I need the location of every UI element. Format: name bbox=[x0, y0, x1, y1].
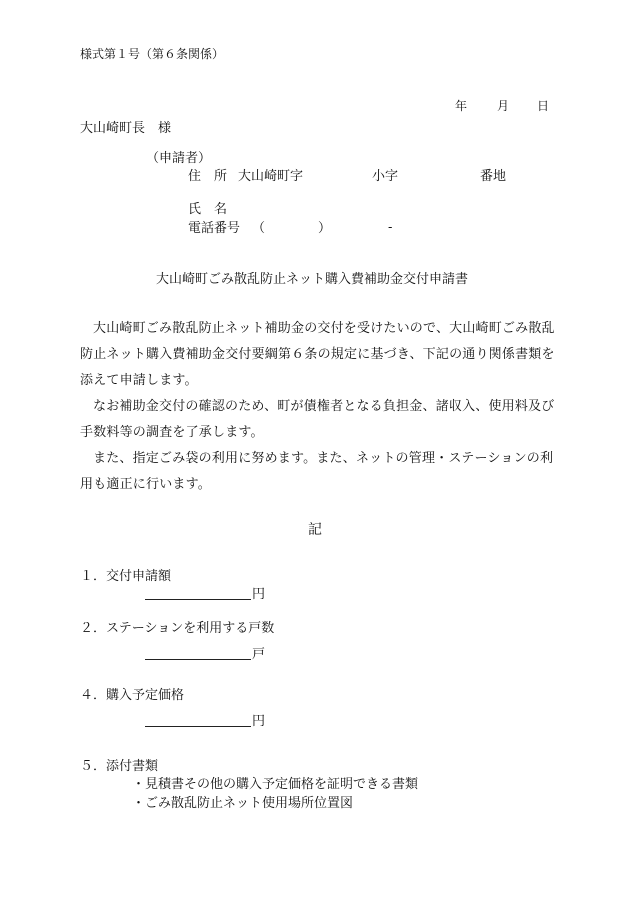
item-households-label: ２．ステーションを利用する戸数 bbox=[80, 621, 275, 636]
phone-label: 電話番号 bbox=[188, 221, 241, 236]
item-households-underline bbox=[145, 659, 251, 660]
koaza-label: 小字 bbox=[372, 169, 399, 184]
applicant-heading: （申請者） bbox=[146, 151, 212, 166]
body-paragraph-3: また、指定ごみ袋の利用に努めます。また、ネットの管理・ステーションの利用も適正に行います。 bbox=[80, 451, 554, 492]
form-number: 様式第１号（第６条関係） bbox=[80, 47, 225, 61]
body-text bbox=[80, 316, 555, 498]
date-day: 日 bbox=[537, 99, 550, 113]
phone-dash: - bbox=[388, 220, 393, 235]
item-amount-underline bbox=[145, 599, 251, 600]
address-label: 住 所 bbox=[188, 169, 228, 184]
attachment-item-2: ・ごみ散乱防止ネット使用場所位置図 bbox=[132, 796, 354, 811]
item-price-underline bbox=[145, 726, 251, 727]
name-label: 氏 名 bbox=[188, 202, 228, 217]
attachment-item-1: ・見積書その他の購入予定価格を証明できる書類 bbox=[132, 777, 419, 792]
body-paragraph-1: 大山崎町ごみ散乱防止ネット補助金の交付を受けたいので、大山崎町ごみ散乱防止ネット購入費補助金交付要綱第６条の規定に基づき、下記の通り関係書類を添えて申請します。 bbox=[80, 321, 555, 388]
body-paragraph-2: なお補助金交付の確認のため、町が債権者となる負担金、諸収入、使用料及び手数料等の調査を了承します。 bbox=[80, 399, 555, 440]
banchi-label: 番地 bbox=[480, 169, 507, 184]
address-prefix: 大山崎町字 bbox=[238, 169, 304, 184]
item-amount-label: １．交付申請額 bbox=[80, 569, 172, 584]
ki-heading: 記 bbox=[308, 522, 322, 538]
item-amount-unit: 円 bbox=[252, 587, 266, 602]
item-households-unit: 戸 bbox=[252, 647, 266, 662]
date-month: 月 bbox=[497, 99, 510, 113]
item-price-label: ４．購入予定価格 bbox=[80, 688, 185, 703]
document-title: 大山崎町ごみ散乱防止ネット購入費補助金交付申請書 bbox=[156, 272, 469, 287]
date-year: 年 bbox=[455, 99, 468, 113]
phone-open-paren: （ bbox=[252, 221, 266, 236]
item-price-unit: 円 bbox=[252, 714, 266, 729]
addressee: 大山崎町長 様 bbox=[80, 121, 172, 136]
attachments-label: ５．添付書類 bbox=[80, 759, 159, 774]
phone-close-paren: ） bbox=[318, 221, 332, 236]
